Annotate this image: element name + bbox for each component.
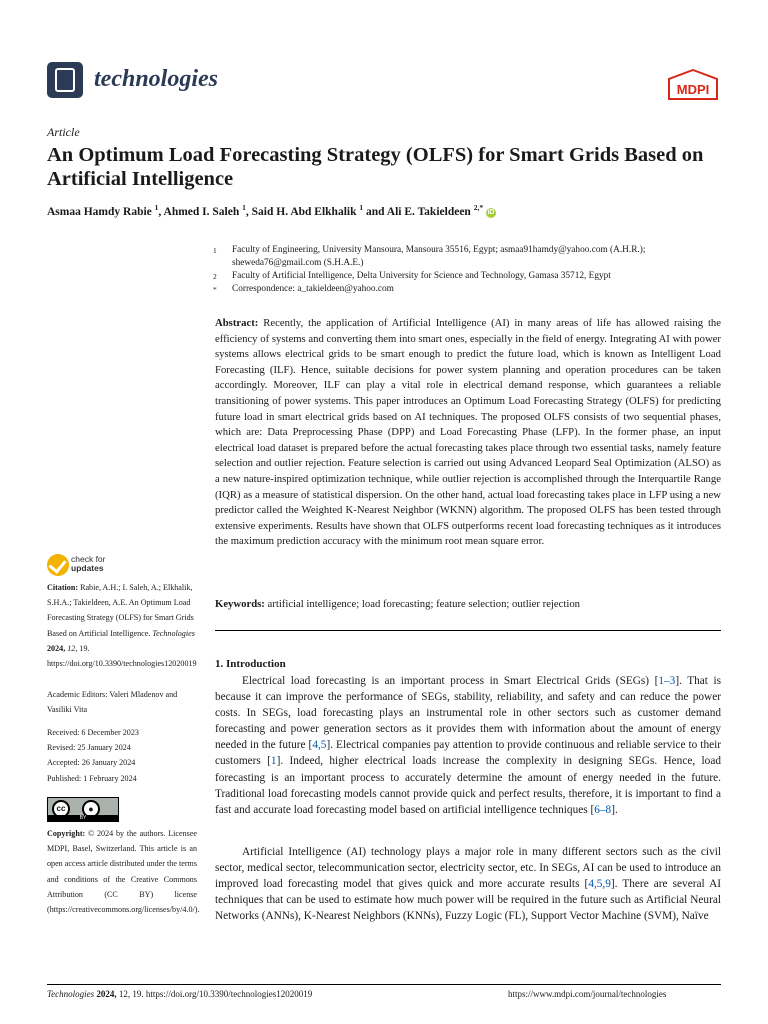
by-label: BY (48, 815, 118, 821)
journal-logo-icon (47, 62, 83, 98)
footer-divider (47, 984, 721, 985)
copyright-block (47, 826, 200, 917)
footer-citation (47, 989, 312, 999)
published-date: Published: 1 February 2024 (47, 773, 137, 783)
paragraph-text: Electrical load forecasting is an important process in Smart Electrical Grids (SEGs) [ (242, 675, 659, 687)
mdpi-logo-text: MDPI (676, 82, 710, 97)
citation-text: Rabie, A.H.; I. Saleh, A.; Elkhalik, S.H.A.; Takieldeen, A.E. An Optimum Load Forecasting Strategy (OLFS) for Smart Grids Based on Artificial Intelligence. (47, 583, 194, 638)
keywords-label: Keywords: (215, 598, 265, 610)
paragraph-text: ]. There are several AI techniques that can be used to estimate how much power will be required in the future such as Artificial Neural Networks (ANNs), K-Nearest Neighbors (KNNs), Fuzzy Logic (FL), Support Vector Machine (SVM), Naïve (215, 878, 722, 923)
citation-label: Citation: (47, 583, 79, 592)
author-affiliation-mark: 1 (359, 203, 364, 212)
citation-doi[interactable]: 19. https://doi.org/10.3390/technologies12020019 (47, 643, 197, 669)
abstract-text: Recently, the application of Artificial Intelligence (AI) in many areas of life has allowed raising the efficiency of systems and converting them into smart ones, especially in the field of energy. Integrating AI with power systems allows electrical grids to be smart enough to predict the future load, which is known as Intelligent Load Forecasting (ILF). Hence, suitable decisions for power system planning and operation procedures can be taken accordingly. Moreover, ILF can play a vital role in electrical demand response, which guarantees a reliable transitioning of power systems. This paper introduces an Optimum Load Forecasting Strategy (OLFS) for predicting future load in smart electrical grids based on AI techniques. The proposed OLFS consists of two sequential phases, which are: Data Preprocessing Phase (DPP) and Load Forecasting Phase (LFP). In the former phase, an input electrical load dataset is prepared before the actual forecasting takes place through two essential tasks, namely feature selection and outlier rejection. Feature selection is carried out using Advanced Leopard Seal Optimization (ALSO) as a new nature-inspired optimization technique, while outlier rejection is accomplished through the Interquartile Range (IQR) as a measure of statistical dispersion. On the other hand, actual load forecasting takes place in LFP using a new predictor called the Weighted K-Nearest Neighbor (WKNN) algorithm. The proposed OLFS has been tested through extensive experiments. Results have shown that OLFS outperforms recent load forecasting techniques as it introduces the maximum prediction accuracy with the minimum root mean square error. (215, 317, 721, 548)
paragraph-text: ]. (611, 803, 618, 816)
cc-by-license-badge[interactable] (47, 797, 119, 822)
section-divider (215, 630, 721, 631)
paragraph-text: ]. That is because it can improve the performance of SEGs, stability, reliability, and safety and can reduce the power costs. In SEGs, load forecasting plays an instrumental role in other sectors such as customer demand forecasting and power generation sectors as it provides them with information about the amount of energy needed in the future [ (215, 675, 721, 752)
accepted-date: Accepted: 26 January 2024 (47, 758, 136, 768)
paragraph-text: ]. Indeed, higher electrical loads increase the complexity in designing SEGs. Hence, load forecasting is an important process to accurately determine the amount of energy needed in the future. Traditional load forecasting models cannot provide quick and perfect results, therefore, it is important to find a fast and accurate load forecasting model based on artificial intelligence techniques [ (215, 755, 721, 816)
checkmark-icon (47, 554, 69, 576)
citation-link[interactable]: 4,5,9 (588, 878, 611, 891)
citation-journal: Technologies (152, 628, 195, 638)
mdpi-logo[interactable] (667, 69, 719, 101)
paragraph-1 (215, 673, 721, 818)
citation-link[interactable]: 6–8 (594, 803, 612, 816)
dates-block (47, 725, 197, 786)
paragraph-text: Artificial Intelligence (AI) technology plays a major role in many different sectors such as the civil sector, medical sector, telecommunication sector, electricity sector, etc. In SEGs, AI can be used to introduce an improved load forecasting model that gives quick and more accurate results [ (215, 846, 721, 891)
author-affiliation-mark: 2,* (473, 203, 484, 212)
affiliation-1 (213, 244, 733, 270)
check-updates-line2: updates (71, 563, 104, 573)
keywords-text: artificial intelligence; load forecasting; feature selection; outlier rejection (267, 598, 581, 610)
footer-doi[interactable]: 12, 19. https://doi.org/10.3390/technologies12020019 (118, 989, 313, 999)
correspondence (213, 283, 733, 296)
journal-name: technologies (94, 66, 218, 92)
section-heading: 1. Introduction (215, 658, 286, 670)
affiliation-number: 2 (213, 272, 217, 281)
citation-volume: 12, (67, 643, 78, 653)
received-date: Received: 6 December 2023 (47, 728, 139, 737)
affiliation-text: Faculty of Artificial Intelligence, Delta University for Science and Technology, Gamasa 35712, Egypt (232, 271, 611, 281)
orcid-icon[interactable]: iD (487, 208, 495, 216)
citation-block (47, 580, 197, 671)
citation-link[interactable]: 1 (270, 755, 277, 768)
author-name[interactable]: Ali E. Takieldeen (386, 205, 471, 218)
keywords (215, 598, 721, 610)
abstract (215, 316, 721, 550)
author-affiliation-mark: 1 (242, 203, 246, 212)
citation-link[interactable]: 4,5 (312, 739, 327, 752)
affiliation-number: 1 (213, 246, 217, 255)
footer-journal-url[interactable]: https://www.mdpi.com/journal/technologies (508, 989, 667, 999)
footer-journal: Technologies (47, 989, 95, 999)
creative-commons-icon: cc (52, 800, 70, 818)
article-type: Article (47, 125, 80, 139)
paragraph-2 (215, 844, 721, 924)
affiliation-number: * (213, 285, 217, 294)
copyright-label: Copyright: (47, 829, 86, 838)
check-updates-line1: check for (71, 554, 106, 564)
paragraph-text: ]. Electrical companies pay attention to provide continuous and reliable service to their customers [ (215, 739, 722, 768)
citation-year: 2024, (47, 643, 66, 653)
academic-editors: Academic Editors: Valeri Mladenov and Vasiliki Vita (47, 690, 178, 715)
affiliation-text: Faculty of Engineering, University Mansoura, Mansoura 35516, Egypt; asmaa91hamdy@yahoo.com (A.H.R.); sheweda76@gmail.com (S.H.A.E.) (232, 245, 646, 268)
attribution-person-icon: ● (82, 800, 100, 818)
article-title: An Optimum Load Forecasting Strategy (OLFS) for Smart Grids Based on Artificial Intelligence (47, 144, 704, 190)
author-name[interactable]: Asmaa Hamdy Rabie (47, 205, 152, 218)
copyright-text: © 2024 by the authors. Licensee MDPI, Basel, Switzerland. This article is an open access article distributed under the terms and conditions of the Creative Commons Attribution (CC BY) license (https://creativecommons.org/licenses/by/4.0/). (47, 829, 200, 915)
affiliation-text: Correspondence: a_takieldeen@yahoo.com (232, 284, 394, 294)
author-affiliation-mark: 1 (154, 203, 159, 212)
affiliation-2 (213, 270, 733, 283)
author-list: Asmaa Hamdy Rabie $^1$, Ahmed I. Saleh $^1$, Said H. Abd Elkhalik $^1$ and Ali E. Takieldeen $^{2,*}$ iD (47, 203, 495, 218)
footer-year: 2024, (96, 989, 117, 999)
author-name[interactable]: Said H. Abd Elkhalik (251, 205, 357, 218)
author-name[interactable]: Ahmed I. Saleh (163, 205, 240, 218)
revised-date: Revised: 25 January 2024 (47, 743, 131, 753)
abstract-label: Abstract: (215, 317, 259, 329)
citation-link[interactable]: 1–3 (658, 675, 676, 687)
